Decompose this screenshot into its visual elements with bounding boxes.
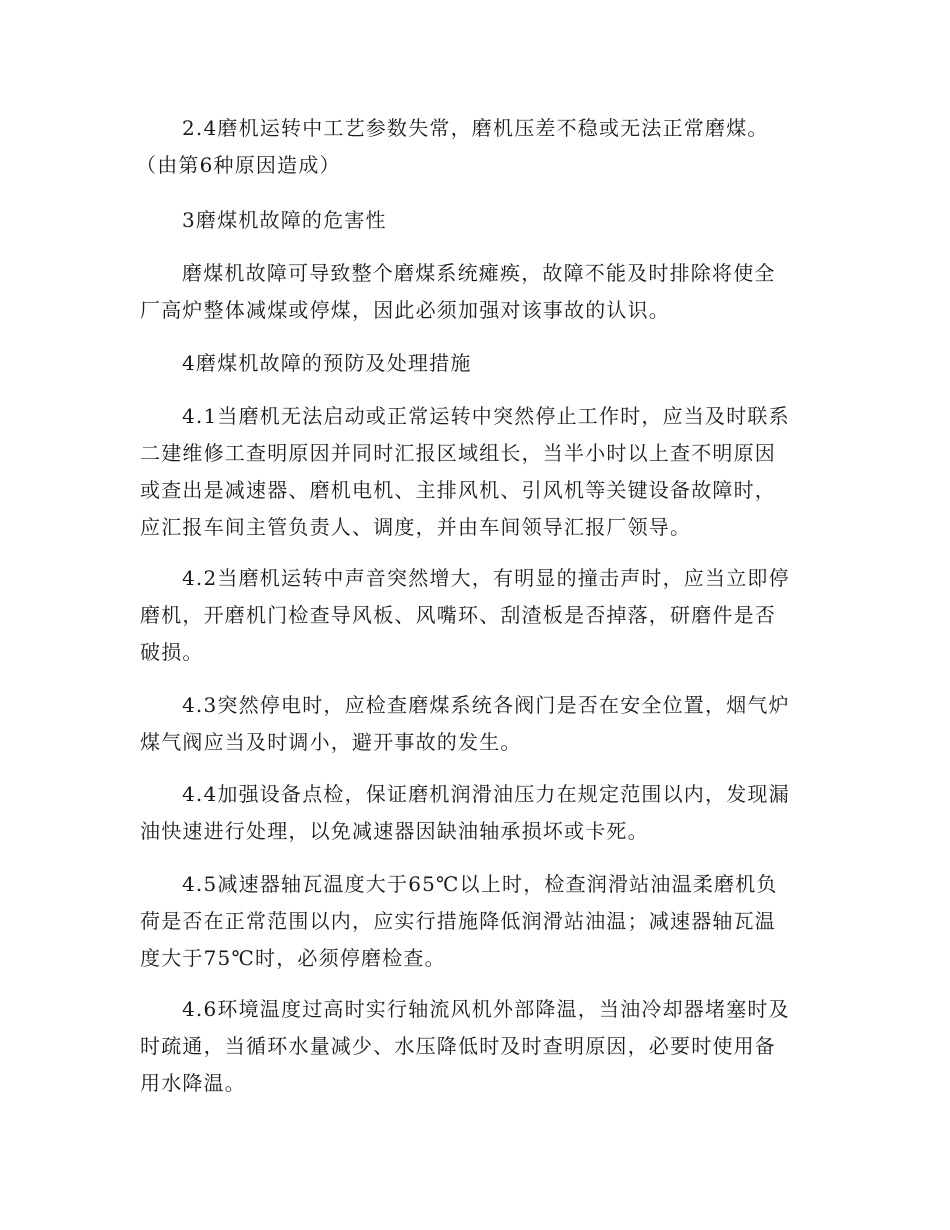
paragraph-line: 4.1当磨机无法启动或正常运转中突然停止工作时，应当及时联系 bbox=[182, 404, 790, 428]
paragraph-4-5 bbox=[140, 866, 812, 977]
paragraph-line: 油快速进行处理，以免减速器因缺油轴承损坏或卡死。 bbox=[140, 819, 649, 843]
paragraph-4-4 bbox=[140, 776, 812, 850]
paragraph-line: 煤气阀应当及时调小，避开事故的发生。 bbox=[140, 730, 522, 754]
paragraph-line: 二建维修工查明原因并同时汇报区域组长，当半小时以上查不明原因 bbox=[140, 441, 776, 465]
paragraph-4-6 bbox=[140, 991, 812, 1102]
paragraph-line: 厂高炉整体减煤或停煤，因此必须加强对该事故的认识。 bbox=[140, 298, 670, 322]
heading-line: 4磨煤机故障的预防及处理措施 bbox=[182, 351, 472, 375]
heading-line: 3磨煤机故障的危害性 bbox=[182, 208, 387, 232]
paragraph-4-3 bbox=[140, 687, 812, 761]
section-heading-3 bbox=[140, 202, 812, 239]
paragraph-4-1 bbox=[140, 398, 812, 546]
paragraph-line: 4.5减速器轴瓦温度大于65℃以上时，检查润滑站油温柔磨机负 bbox=[182, 872, 778, 896]
paragraph-line: 破损。 bbox=[140, 640, 204, 664]
paragraph-line: 4.6环境温度过高时实行轴流风机外部降温，当油冷却器堵塞时及 bbox=[182, 997, 790, 1021]
paragraph-line: 磨机，开磨机门检查导风板、风嘴环、刮渣板是否掉落，研磨件是否 bbox=[140, 603, 776, 627]
paragraph-line: 用水降温。 bbox=[140, 1071, 246, 1095]
paragraph-4-2 bbox=[140, 560, 812, 671]
paragraph-line: 荷是否在正常范围以内，应实行措施降低润滑站油温；减速器轴瓦温 bbox=[140, 909, 776, 933]
paragraph-line: 4.2当磨机运转中声音突然增大，有明显的撞击声时，应当立即停 bbox=[182, 566, 790, 590]
paragraph-2-4 bbox=[136, 110, 812, 184]
paragraph-line: 2.4磨机运转中工艺参数失常，磨机压差不稳或无法正常磨煤。 bbox=[182, 116, 769, 140]
section-heading-4 bbox=[140, 345, 812, 382]
paragraph-line: 度大于75℃时，必须停磨检查。 bbox=[140, 946, 446, 970]
paragraph-line: 应汇报车间主管负责人、调度，并由车间领导汇报厂领导。 bbox=[140, 515, 692, 539]
paragraph-hazard bbox=[140, 255, 812, 329]
paragraph-line: 4.4加强设备点检，保证磨机润滑油压力在规定范围以内，发现漏 bbox=[182, 782, 790, 806]
paragraph-line: 4.3突然停电时，应检查磨煤系统各阀门是否在安全位置，烟气炉 bbox=[182, 693, 790, 717]
paragraph-line: 时疏通，当循环水量减少、水压降低时及时查明原因，必要时使用备 bbox=[140, 1034, 776, 1058]
paragraph-line: （由第6种原因造成） bbox=[136, 153, 341, 177]
paragraph-line: 磨煤机故障可导致整个磨煤系统瘫痪，故障不能及时排除将使全 bbox=[182, 261, 776, 285]
paragraph-line: 或查出是减速器、磨机电机、主排风机、引风机等关键设备故障时， bbox=[140, 478, 776, 502]
